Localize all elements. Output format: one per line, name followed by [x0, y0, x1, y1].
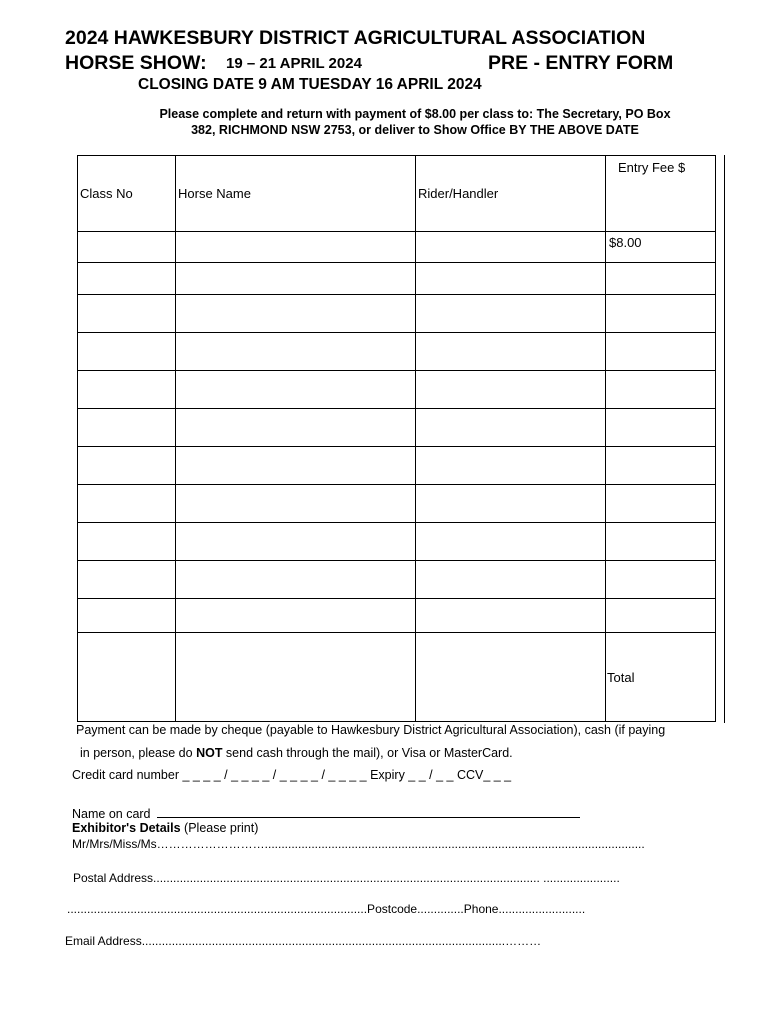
horse-show-label: HORSE SHOW:: [65, 52, 207, 74]
rider-cell[interactable]: [416, 263, 606, 295]
form-type-title: PRE - ENTRY FORM: [488, 52, 674, 74]
salutation-name-field[interactable]: Mr/Mrs/Miss/Ms………………………..................................................................................................................: [72, 837, 645, 851]
fee-cell[interactable]: [606, 409, 716, 447]
payment-line-1: Payment can be made by cheque (payable to Hawkesbury District Agricultural Association), cash (if paying: [76, 723, 666, 737]
fee-cell: $8.00: [606, 232, 716, 263]
name-on-card-label: Name on card: [72, 807, 151, 821]
table-row: [78, 409, 716, 447]
payment-line-2: [80, 746, 513, 760]
horse-name-cell[interactable]: [176, 485, 416, 523]
rider-cell: [416, 633, 606, 722]
credit-card-number-field[interactable]: Credit card number _ _ _ _ / _ _ _ _ / _ _ _ _ / _ _ _ _ Expiry _ _ / _ _ CCV_ _ _: [72, 768, 512, 782]
table-right-border: [724, 155, 725, 723]
class-no-cell[interactable]: [78, 371, 176, 409]
class-no-cell[interactable]: [78, 409, 176, 447]
class-no-cell[interactable]: [78, 333, 176, 371]
table-row: [78, 561, 716, 599]
rider-cell[interactable]: [416, 409, 606, 447]
table-row: [78, 371, 716, 409]
class-no-cell[interactable]: [78, 599, 176, 633]
class-no-cell[interactable]: [78, 232, 176, 263]
rider-cell[interactable]: [416, 599, 606, 633]
horse-name-cell[interactable]: [176, 263, 416, 295]
show-dates: 19 – 21 APRIL 2024: [226, 55, 362, 72]
table-row: [78, 599, 716, 633]
table-row: [78, 232, 716, 263]
payment-line-2-text: in person, please do: [80, 746, 197, 760]
entry-table: [77, 155, 716, 722]
class-no-cell[interactable]: [78, 485, 176, 523]
horse-name-cell[interactable]: [176, 295, 416, 333]
fee-cell[interactable]: [606, 561, 716, 599]
horse-name-cell[interactable]: [176, 409, 416, 447]
rider-cell[interactable]: [416, 523, 606, 561]
class-no-cell[interactable]: [78, 263, 176, 295]
rider-cell[interactable]: [416, 295, 606, 333]
header-rider-handler: Rider/Handler: [416, 156, 606, 232]
horse-name-cell[interactable]: [176, 333, 416, 371]
rider-cell[interactable]: [416, 485, 606, 523]
horse-name-cell[interactable]: [176, 599, 416, 633]
association-title: 2024 HAWKESBURY DISTRICT AGRICULTURAL ASSOCIATION: [65, 27, 646, 49]
closing-date: CLOSING DATE 9 AM TUESDAY 16 APRIL 2024: [138, 76, 482, 93]
table-row: [78, 295, 716, 333]
rider-cell[interactable]: [416, 333, 606, 371]
email-address-field[interactable]: Email Address.............................................................................................................………: [65, 934, 542, 948]
rider-cell[interactable]: [416, 447, 606, 485]
fee-cell[interactable]: [606, 263, 716, 295]
fee-cell[interactable]: [606, 371, 716, 409]
fee-cell[interactable]: [606, 295, 716, 333]
class-no-cell[interactable]: [78, 447, 176, 485]
instructions-line-2: 382, RICHMOND NSW 2753, or deliver to Show Office BY THE ABOVE DATE: [191, 123, 639, 137]
class-no-cell[interactable]: [78, 295, 176, 333]
table-row: [78, 333, 716, 371]
exhibitor-note: (Please print): [180, 821, 259, 835]
fee-cell[interactable]: [606, 447, 716, 485]
table-row: [78, 485, 716, 523]
fee-cell[interactable]: [606, 523, 716, 561]
class-no-cell: [78, 633, 176, 722]
rider-cell[interactable]: [416, 371, 606, 409]
table-row: [78, 263, 716, 295]
rider-cell[interactable]: [416, 561, 606, 599]
header-class-no: Class No: [78, 156, 176, 232]
header-entry-fee: Entry Fee $: [606, 156, 716, 232]
horse-name-cell[interactable]: [176, 561, 416, 599]
total-row: [78, 633, 716, 722]
payment-not-emphasis: NOT: [196, 746, 223, 760]
postcode-phone-field[interactable]: ..........................................................................................Postcode..............Phone..........................: [67, 902, 586, 916]
rider-cell[interactable]: [416, 232, 606, 263]
exhibitor-title: Exhibitor's Details: [72, 821, 181, 835]
table-row: [78, 447, 716, 485]
exhibitor-details-heading: [72, 821, 258, 835]
table-header-row: [78, 156, 716, 232]
header-horse-name: Horse Name: [176, 156, 416, 232]
class-no-cell[interactable]: [78, 523, 176, 561]
payment-line-2-rest: send cash through the mail), or Visa or MasterCard.: [222, 746, 513, 760]
horse-name-cell: [176, 633, 416, 722]
name-on-card-line[interactable]: [157, 817, 580, 818]
horse-name-cell[interactable]: [176, 447, 416, 485]
total-cell[interactable]: Total: [606, 633, 716, 722]
fee-cell[interactable]: [606, 485, 716, 523]
horse-name-cell[interactable]: [176, 232, 416, 263]
horse-name-cell[interactable]: [176, 523, 416, 561]
fee-cell[interactable]: [606, 333, 716, 371]
fee-cell[interactable]: [606, 599, 716, 633]
table-row: [78, 523, 716, 561]
postal-address-field[interactable]: Postal Address.................................................................................................................... .......................: [73, 871, 620, 885]
class-no-cell[interactable]: [78, 561, 176, 599]
instructions-line-1: Please complete and return with payment of $8.00 per class to: The Secretary, PO Box: [159, 107, 671, 121]
horse-name-cell[interactable]: [176, 371, 416, 409]
